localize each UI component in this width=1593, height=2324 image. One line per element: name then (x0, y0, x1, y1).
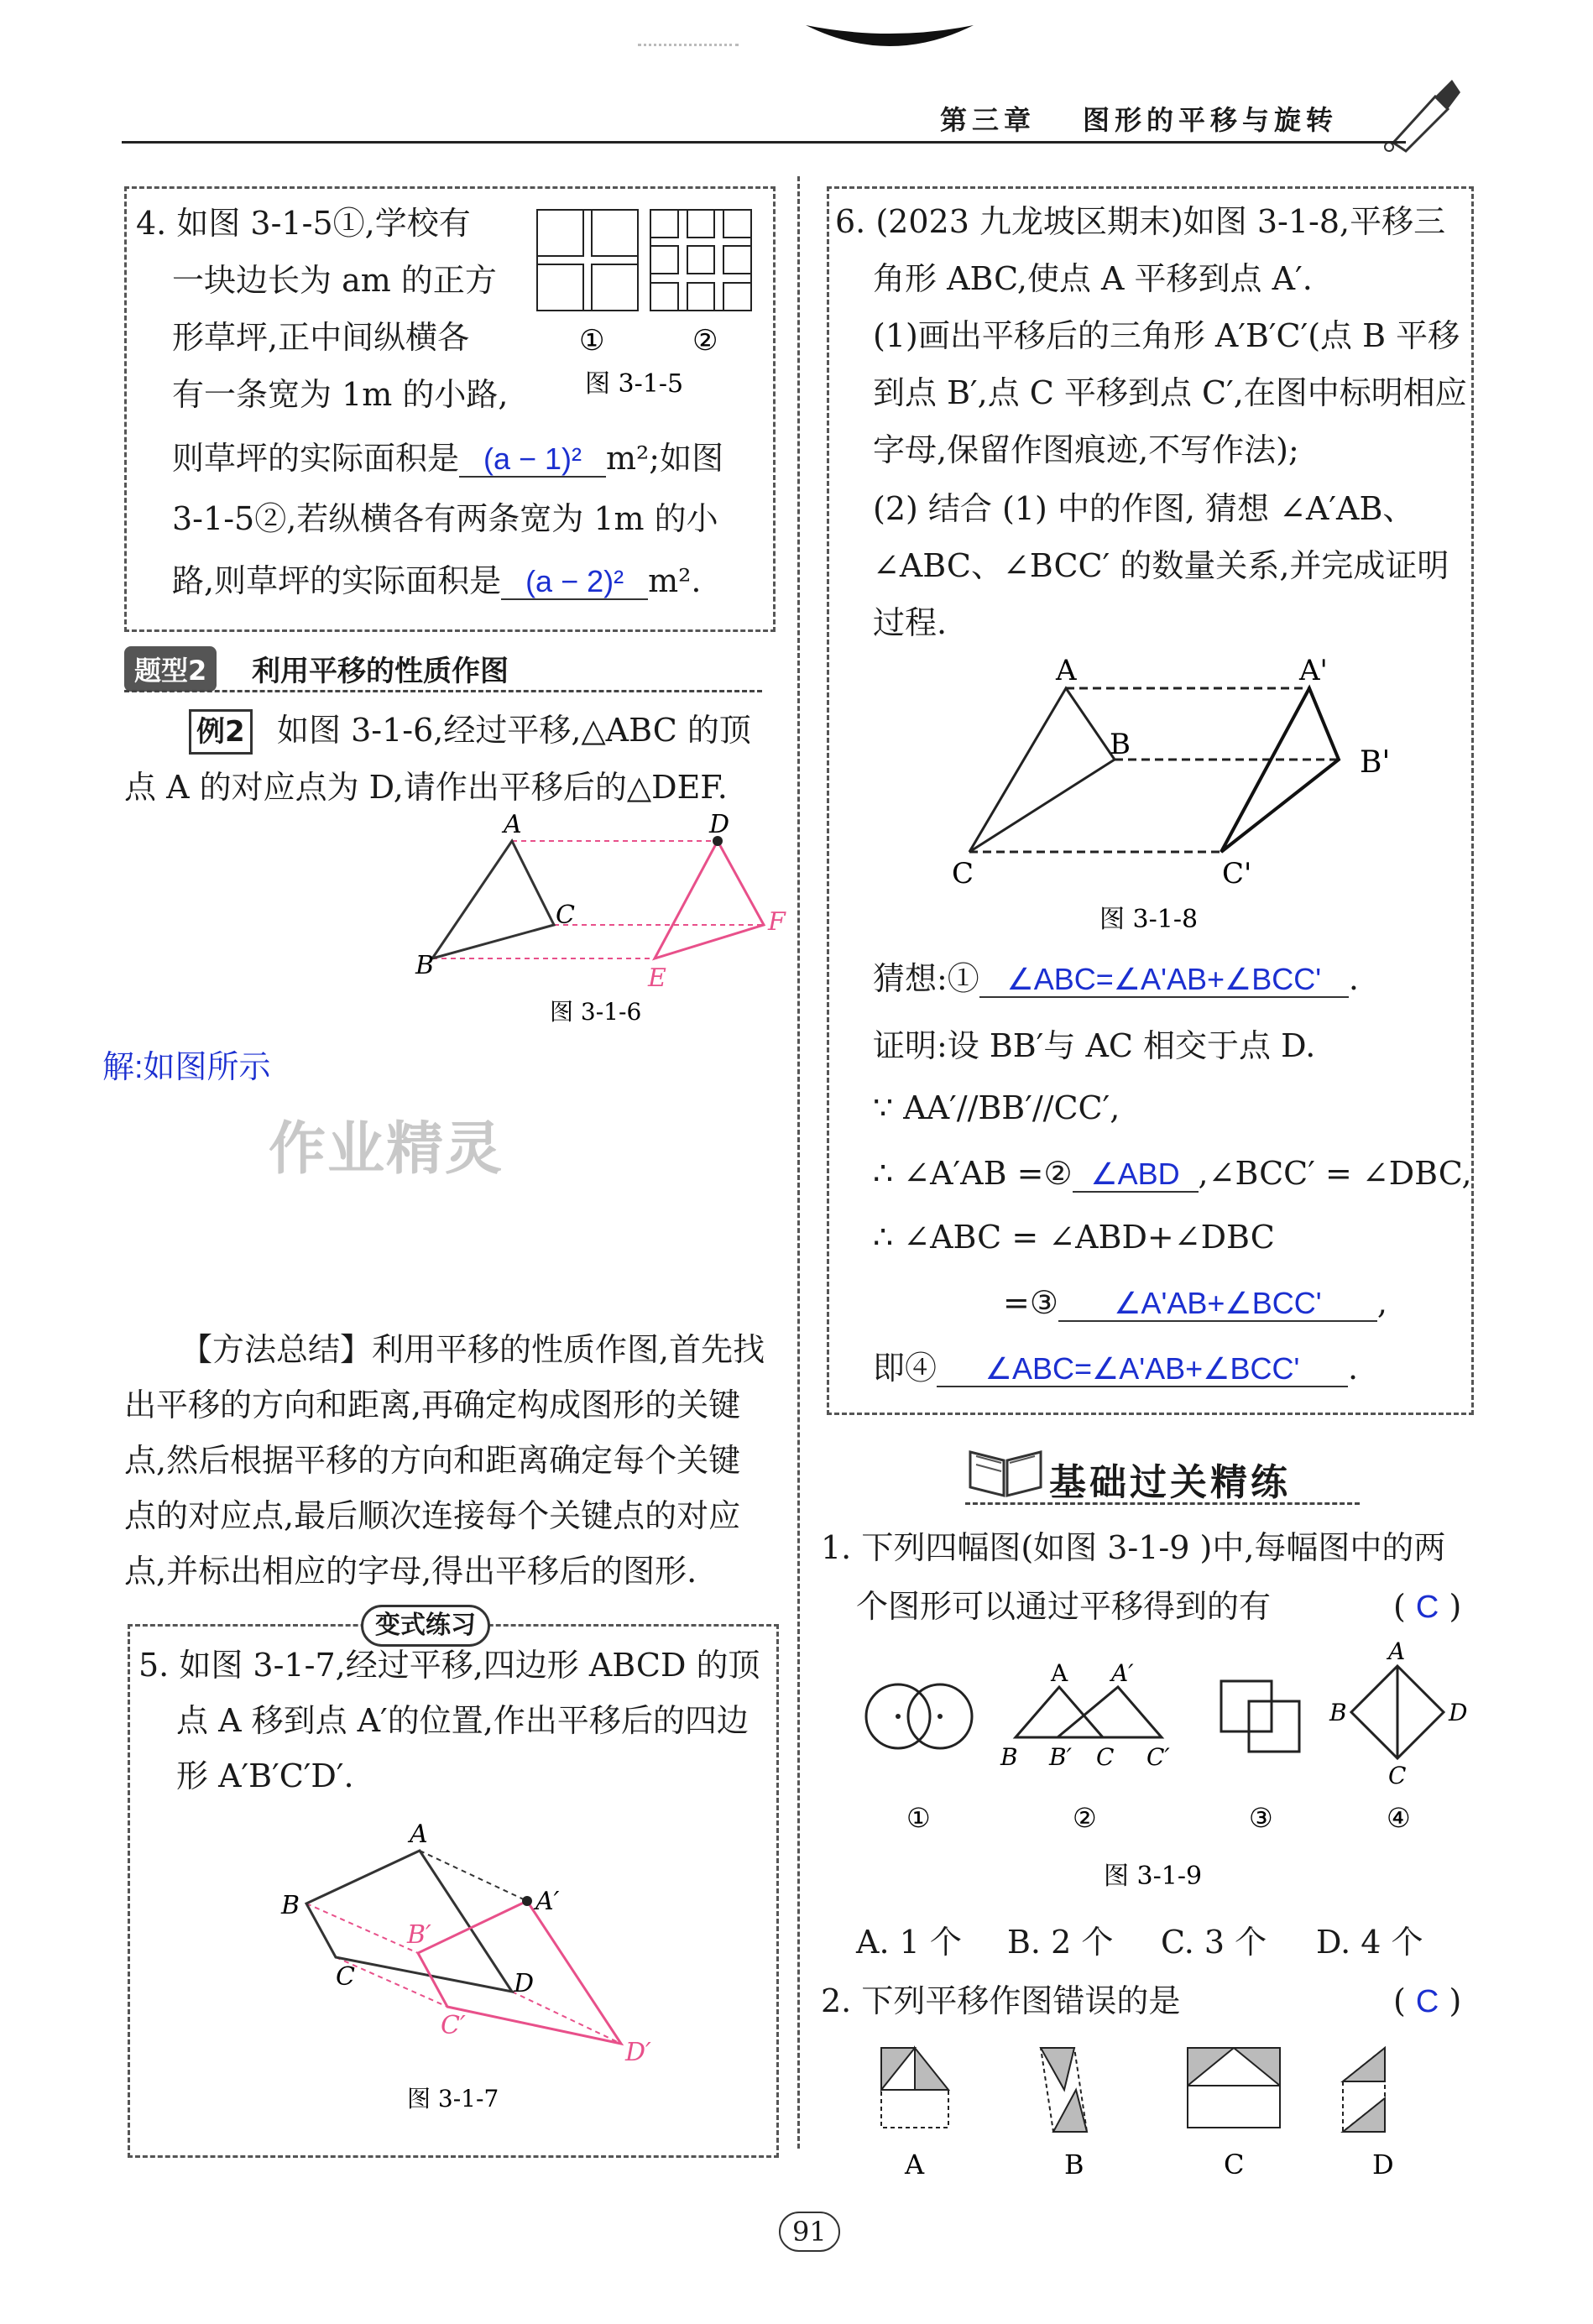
b2-answer-value: C (1415, 1984, 1439, 2019)
header-ornament (806, 17, 974, 59)
fig-3-1-5-label2: ② (692, 324, 718, 358)
ex2-badge: 例2 (189, 709, 253, 755)
fig-3-1-7-pointD: D (514, 1969, 535, 1998)
q6-proof2: ∵ AA′//BB′//CC′, (873, 1089, 1120, 1126)
method-line5: 点,并标出相应的字母,得出平移后的图形. (124, 1553, 697, 1590)
q6-proof3 (873, 1145, 1472, 1202)
fig-3-1-9-2-A: A (1051, 1659, 1068, 1687)
q6-proof5a: =③ (1003, 1284, 1058, 1321)
header-chapter: 第三章 (940, 104, 1037, 136)
b1-option-c[interactable]: C. 3 个 (1161, 1924, 1267, 1961)
q6-line2: 角形 ABC,使点 A 平移到点 A′. (873, 260, 1313, 297)
fig-3-1-9-4-C: C (1388, 1762, 1407, 1789)
triangle-abc (432, 841, 554, 958)
fig-3-1-6-pointA: A (504, 810, 522, 839)
fig-3-1-5-label1: ① (579, 324, 605, 358)
fig-3-1-9-4-A: A (1388, 1641, 1406, 1665)
fig-3-1-6-pointC: C (556, 901, 575, 930)
b1-option-b[interactable]: B. 2 个 (1007, 1924, 1114, 1961)
b2-option-a: A (905, 2149, 925, 2180)
q4-line1: 4. 如图 3-1-5①,学校有 (136, 205, 471, 242)
fig-3-1-5-square2 (650, 210, 751, 311)
fig-3-1-7-pointD1: D′ (625, 2038, 651, 2067)
q4-line5b: m²;如图 (606, 440, 724, 477)
b2-line1: 2. 下列平移作图错误的是 (821, 1982, 1181, 2019)
b2-figures (864, 2031, 1452, 2182)
fig-3-1-9-4-B: B (1329, 1699, 1347, 1726)
b1-option-d[interactable]: D. 4 个 (1316, 1924, 1423, 1961)
fig-3-1-9-3 (1221, 1681, 1299, 1752)
fig-3-1-9-2-C: C (1096, 1743, 1115, 1771)
method-line2: 出平移的方向和距离,再确定构成图形的关键 (124, 1387, 741, 1423)
q4-line6: 3-1-5②,若纵横各有两条宽为 1m 的小 (172, 500, 718, 537)
header-title: 图形的平移与旋转 (1083, 104, 1339, 136)
fig-3-1-9-2 (1016, 1687, 1162, 1737)
q4-answer1: (a − 1)² (459, 442, 606, 478)
fig-3-1-8 (940, 655, 1410, 940)
q6-proof6b: . (1348, 1350, 1359, 1387)
q5-line1: 5. 如图 3-1-7,经过平移,四边形 ABCD 的顶 (138, 1647, 760, 1684)
q4-line7 (172, 552, 701, 609)
q6-line5: 字母,保留作图痕迹,不写作法); (873, 431, 1299, 468)
fig-3-1-6-pointB: B (415, 951, 435, 980)
q6-line1: 6. (2023 九龙坡区期末)如图 3-1-8,平移三 (835, 203, 1446, 240)
q6-proof6 (873, 1340, 1358, 1397)
fig-3-1-9-1 (866, 1684, 972, 1748)
header-scribble (638, 27, 739, 46)
q6-line6: (2) 结合 (1) 中的作图, 猜想 ∠A′AB、 (873, 490, 1415, 527)
q6-line4: 到点 B′,点 C 平移到点 C′,在图中标明相应 (873, 374, 1467, 411)
fig-3-1-9-num1: ① (906, 1802, 931, 1834)
ex2-line2: 点 A 的对应点为 D,请作出平移后的△DEF. (124, 769, 728, 806)
fig-3-1-6-pointD: D (709, 810, 730, 839)
b1-line2: 个图形可以通过平移得到的有 (856, 1588, 1272, 1625)
b2-figure-d (1343, 2048, 1385, 2132)
fig-3-1-9-4 (1351, 1666, 1444, 1758)
watermark: 作业精灵 (269, 1116, 504, 1183)
fig-3-1-8-pointC1: C' (1222, 857, 1252, 890)
b2-option-b: B (1064, 2149, 1084, 2180)
b2-option-d: D (1372, 2149, 1394, 2180)
fig-3-1-9-4-D: D (1449, 1699, 1468, 1726)
fig-3-1-6-pointE: E (648, 964, 666, 993)
fig-3-1-9-num3: ③ (1249, 1802, 1273, 1834)
q6-guess: 猜想:① ∠ABC=∠A'AB+∠BCC' . (873, 960, 1359, 997)
fig-3-1-7-pointB: B (281, 1891, 300, 1920)
q6-line8: 过程. (873, 604, 948, 641)
q4-line5a: 则草坪的实际面积是 (172, 440, 460, 477)
q6-proof6-answer: ∠ABC=∠A'AB+∠BCC' (937, 1352, 1348, 1387)
header-rule (122, 141, 1406, 144)
fig-3-1-8-pointB: B (1110, 728, 1131, 761)
fig-3-1-5-square1 (537, 210, 638, 311)
q6-proof5b: , (1376, 1284, 1387, 1321)
q4-line3: 形草坪,正中间纵横各 (172, 319, 470, 356)
type2-title: 利用平移的性质作图 (252, 655, 509, 688)
q6-line7: ∠ABC、∠BCC′ 的数量关系,并完成证明 (873, 547, 1449, 584)
method-line3: 点,然后根据平移的方向和距离确定每个关键 (124, 1442, 741, 1479)
variant-badge: 变式练习 (361, 1605, 490, 1647)
triangle-abc (969, 688, 1115, 852)
fig-3-1-7-caption: 图 3-1-7 (407, 2085, 499, 2112)
fig-3-1-8-caption: 图 3-1-8 (1099, 905, 1199, 934)
q4-line2: 一块边长为 am 的正方 (172, 262, 497, 299)
q6-proof5-answer: ∠A'AB+∠BCC' (1058, 1287, 1377, 1322)
q6-proof4: ∴ ∠ABC = ∠ABD+∠DBC (873, 1219, 1275, 1256)
q4-line7a: 路,则草坪的实际面积是 (172, 562, 502, 599)
fig-3-1-5-caption: 图 3-1-5 (585, 369, 684, 399)
basic-title: 基础过关精练 (1049, 1461, 1291, 1504)
b1-line1: 1. 下列四幅图(如图 3-1-9 )中,每幅图中的两 (821, 1529, 1446, 1566)
q6-proof3a: ∴ ∠A′AB =② (873, 1155, 1073, 1192)
q4-answer2: (a − 2)² (501, 565, 648, 600)
type2-badge: 题型2 (124, 646, 217, 692)
fig-3-1-9-caption: 图 3-1-9 (1104, 1862, 1203, 1891)
fig-3-1-8-pointB1: B' (1360, 745, 1391, 780)
b2-figure-a (881, 2048, 948, 2128)
b1-answer: ( C ) (1393, 1588, 1462, 1625)
fig-3-1-6-pointF: F (768, 907, 786, 937)
fig-3-1-7 (269, 1809, 705, 2144)
q5-line2: 点 A 移到点 A′的位置,作出平移后的四边 (176, 1702, 749, 1739)
fig-3-1-8-pointA1: A' (1299, 655, 1328, 687)
fig-3-1-7-pointC: C (336, 1962, 355, 1992)
method-line4: 点的对应点,最后顺次连接每个关键点的对应 (124, 1497, 741, 1534)
solution-text: 解:如图所示 (102, 1050, 271, 1085)
fig-3-1-8-pointC: C (952, 857, 974, 890)
fig-3-1-7-pointA1: A′ (535, 1887, 560, 1916)
q6-guess-label: 猜想:① (873, 960, 979, 997)
fig-3-1-9-2-A1: A′ (1111, 1659, 1134, 1687)
b1-answer-value: C (1415, 1590, 1439, 1625)
b2-option-c: C (1224, 2149, 1245, 2180)
q4-line4: 有一条宽为 1m 的小路, (172, 376, 509, 413)
basic-rule (965, 1502, 1360, 1505)
fig-3-1-9-2-B: B (1000, 1743, 1018, 1771)
b2-figure-c (1188, 2048, 1280, 2128)
page-number: 91 (779, 2212, 840, 2252)
q6-proof3-answer: ∠ABD (1073, 1157, 1199, 1193)
fig-3-1-7-pointB1: B′ (407, 1920, 431, 1950)
method-line1: 【方法总结】利用平移的性质作图,首先找 (180, 1331, 765, 1368)
b2-figure-b (1041, 2048, 1087, 2132)
q5-line3: 形 A′B′C′D′. (176, 1757, 354, 1794)
fig-3-1-9-2-B1: B′ (1049, 1743, 1072, 1771)
fig-3-1-7-pointA: A (410, 1820, 428, 1849)
q6-proof3b: ,∠BCC′ = ∠DBC, (1198, 1155, 1472, 1192)
fig-3-1-6-caption: 图 3-1-6 (550, 998, 642, 1026)
q4-line7b: m². (648, 562, 702, 599)
fig-3-1-9 (848, 1641, 1486, 1893)
fig-3-1-7-pointC1: C′ (441, 2011, 466, 2040)
fig-3-1-9-2-C1: C′ (1146, 1743, 1170, 1771)
type2-rule (124, 690, 762, 692)
column-divider (797, 176, 800, 2149)
q6-proof5 (1003, 1274, 1387, 1331)
fig-3-1-5 (533, 206, 760, 407)
triangle-def (655, 841, 764, 958)
fig-3-1-9-num4: ④ (1387, 1802, 1411, 1834)
b1-option-a[interactable]: A. 1 个 (856, 1924, 962, 1961)
q6-proof6a: 即④ (873, 1350, 938, 1387)
b2-answer: ( C ) (1393, 1982, 1462, 2019)
q6-line3: (1)画出平移后的三角形 A′B′C′(点 B 平移 (873, 317, 1460, 354)
triangle-a1b1c1 (1221, 688, 1339, 852)
fig-3-1-8-pointA: A (1056, 655, 1077, 687)
book-icon (964, 1435, 1047, 1502)
fig-3-1-6 (411, 806, 814, 1032)
q6-proof1: 证明:设 BB′与 AC 相交于点 D. (873, 1027, 1316, 1064)
q4-line5 (172, 430, 723, 487)
ex2-line1: 如图 3-1-6,经过平移,△ABC 的顶 (277, 712, 751, 749)
q6-guess-answer: ∠ABC=∠A'AB+∠BCC' (979, 963, 1349, 998)
fig-3-1-9-num2: ② (1073, 1802, 1097, 1834)
